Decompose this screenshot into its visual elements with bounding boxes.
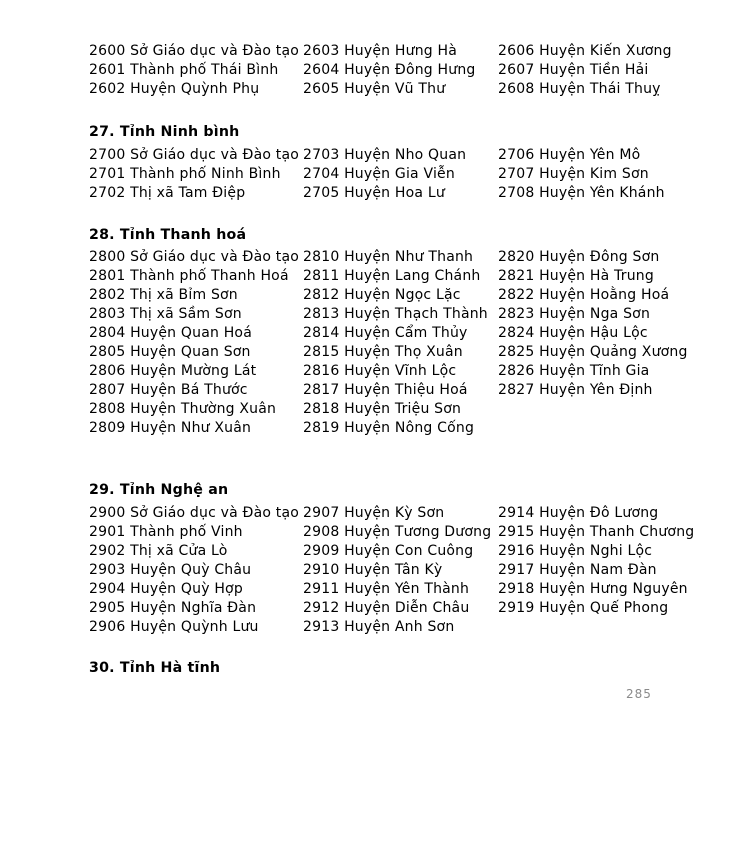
list-item: 2814 Huyện Cẩm Thủy	[303, 325, 468, 341]
list-item: 2608 Huyện Thái Thuỵ	[498, 81, 661, 97]
page-number: 285	[626, 687, 652, 701]
list-item: 2904 Huyện Quỳ Hợp	[89, 581, 243, 597]
list-item: 2827 Huyện Yên Định	[498, 382, 653, 398]
list-item: 2703 Huyện Nho Quan	[303, 147, 467, 163]
list-item: 2700 Sở Giáo dục và Đào tạo	[89, 147, 300, 163]
list-item: 2805 Huyện Quan Sơn	[89, 344, 251, 360]
list-item: 2607 Huyện Tiền Hải	[498, 62, 649, 78]
list-item: 2605 Huyện Vũ Thư	[303, 81, 446, 97]
column-3	[498, 42, 709, 99]
list-item: 2919 Huyện Quế Phong	[498, 600, 669, 616]
list-item: 2708 Huyện Yên Khánh	[498, 185, 665, 201]
list-item: 2819 Huyện Nông Cống	[303, 420, 475, 436]
list-item: 2911 Huyện Yên Thành	[303, 581, 470, 597]
column-1	[89, 504, 303, 637]
section-30-heading: 30. Tỉnh Hà tĩnh	[89, 660, 221, 676]
list-item: 2604 Huyện Đông Hưng	[303, 62, 476, 78]
list-item: 2701 Thành phố Ninh Bình	[89, 166, 281, 182]
list-item: 2902 Thị xã Cửa Lò	[89, 543, 228, 559]
list-item: 2815 Huyện Thọ Xuân	[303, 344, 463, 360]
list-item: 2917 Huyện Nam Đàn	[498, 562, 657, 578]
list-item: 2912 Huyện Diễn Châu	[303, 600, 470, 616]
list-item: 2821 Huyện Hà Trung	[498, 268, 654, 284]
list-item: 2907 Huyện Kỳ Sơn	[303, 505, 445, 521]
list-item: 2603 Huyện Hưng Hà	[303, 43, 458, 59]
column-1	[89, 146, 303, 203]
list-item: 2706 Huyện Yên Mô	[498, 147, 641, 163]
list-item: 2823 Huyện Nga Sơn	[498, 306, 651, 322]
list-item: 2800 Sở Giáo dục và Đào tạo	[89, 249, 300, 265]
columns	[89, 504, 709, 637]
list-item: 2806 Huyện Mường Lát	[89, 363, 257, 379]
list-item: 2816 Huyện Vĩnh Lộc	[303, 363, 457, 379]
section-29-heading: 29. Tỉnh Nghệ an	[89, 482, 229, 498]
list-item: 2825 Huyện Quảng Xương	[498, 344, 688, 360]
section-28-heading: 28. Tỉnh Thanh hoá	[89, 227, 247, 243]
list-item: 2914 Huyện Đô Lương	[498, 505, 659, 521]
list-item: 2602 Huyện Quỳnh Phụ	[89, 81, 260, 97]
column-2	[303, 504, 498, 637]
section-28-list	[89, 248, 709, 438]
list-item: 2804 Huyện Quan Hoá	[89, 325, 252, 341]
column-2	[303, 42, 498, 99]
list-item: 2908 Huyện Tương Dương	[303, 524, 492, 540]
column-2	[303, 248, 498, 438]
section-27-list	[89, 146, 709, 203]
list-item: 2901 Thành phố Vinh	[89, 524, 243, 540]
list-item: 2826 Huyện Tĩnh Gia	[498, 363, 650, 379]
list-item: 2813 Huyện Thạch Thành	[303, 306, 488, 322]
section-26-list	[89, 42, 709, 99]
list-item: 2811 Huyện Lang Chánh	[303, 268, 481, 284]
list-item: 2817 Huyện Thiệu Hoá	[303, 382, 468, 398]
column-3	[498, 504, 709, 637]
list-item: 2812 Huyện Ngọc Lặc	[303, 287, 461, 303]
column-2	[303, 146, 498, 203]
section-27-heading: 27. Tỉnh Ninh bình	[89, 124, 240, 140]
column-3	[498, 248, 709, 438]
list-item: 2824 Huyện Hậu Lộc	[498, 325, 648, 341]
list-item: 2916 Huyện Nghi Lộc	[498, 543, 653, 559]
list-item: 2906 Huyện Quỳnh Lưu	[89, 619, 259, 635]
section-29-list	[89, 504, 709, 637]
columns	[89, 42, 709, 99]
list-item: 2707 Huyện Kim Sơn	[498, 166, 649, 182]
list-item: 2910 Huyện Tân Kỳ	[303, 562, 443, 578]
list-item: 2803 Thị xã Sầm Sơn	[89, 306, 242, 322]
list-item: 2801 Thành phố Thanh Hoá	[89, 268, 289, 284]
list-item: 2818 Huyện Triệu Sơn	[303, 401, 462, 417]
list-item: 2820 Huyện Đông Sơn	[498, 249, 660, 265]
list-item: 2909 Huyện Con Cuông	[303, 543, 474, 559]
column-1	[89, 42, 303, 99]
list-item: 2802 Thị xã Bỉm Sơn	[89, 287, 238, 303]
list-item: 2918 Huyện Hưng Nguyên	[498, 581, 688, 597]
list-item: 2705 Huyện Hoa Lư	[303, 185, 445, 201]
column-1	[89, 248, 303, 438]
list-item: 2905 Huyện Nghĩa Đàn	[89, 600, 257, 616]
list-item: 2600 Sở Giáo dục và Đào tạo	[89, 43, 300, 59]
list-item: 2810 Huyện Như Thanh	[303, 249, 474, 265]
list-item: 2903 Huyện Quỳ Châu	[89, 562, 252, 578]
list-item: 2913 Huyện Anh Sơn	[303, 619, 455, 635]
list-item: 2915 Huyện Thanh Chương	[498, 524, 695, 540]
column-3	[498, 146, 709, 203]
list-item: 2807 Huyện Bá Thước	[89, 382, 248, 398]
list-item: 2822 Huyện Hoằng Hoá	[498, 287, 670, 303]
list-item: 2606 Huyện Kiến Xương	[498, 43, 672, 59]
columns	[89, 146, 709, 203]
list-item: 2900 Sở Giáo dục và Đào tạo	[89, 505, 300, 521]
list-item: 2809 Huyện Như Xuân	[89, 420, 252, 436]
list-item: 2808 Huyện Thường Xuân	[89, 401, 277, 417]
columns	[89, 248, 709, 438]
list-item: 2704 Huyện Gia Viễn	[303, 166, 455, 182]
list-item: 2601 Thành phố Thái Bình	[89, 62, 279, 78]
list-item: 2702 Thị xã Tam Điệp	[89, 185, 246, 201]
